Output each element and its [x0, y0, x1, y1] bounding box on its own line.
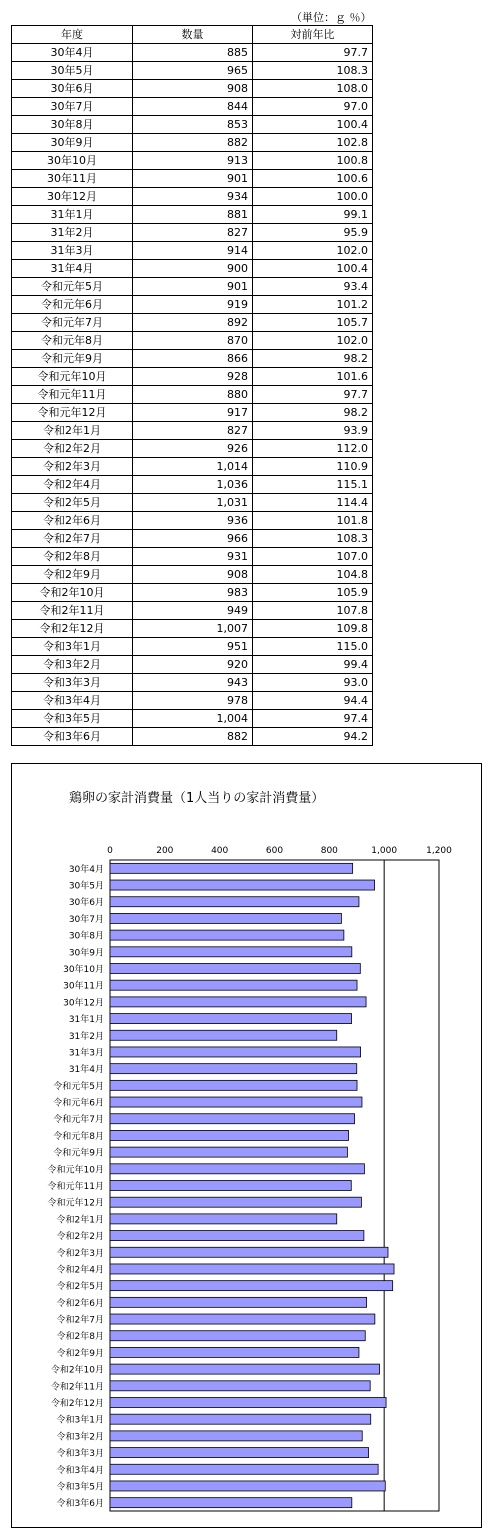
x-tick-label: 1,000 [371, 846, 398, 856]
cell-yoy: 105.7 [253, 314, 373, 332]
cell-quantity: 913 [133, 152, 253, 170]
cell-yoy: 108.3 [253, 62, 373, 80]
cell-yoy: 100.6 [253, 170, 373, 188]
cell-period: 令和2年7月 [12, 530, 133, 548]
bar [110, 1080, 357, 1090]
cell-yoy: 101.2 [253, 296, 373, 314]
cell-period: 令和元年12月 [12, 404, 133, 422]
cell-period: 令和2年5月 [12, 494, 133, 512]
cell-quantity: 914 [133, 242, 253, 260]
cell-yoy: 114.4 [253, 494, 373, 512]
y-tick-label: 令和2年8月 [56, 1332, 104, 1343]
cell-period: 31年3月 [12, 242, 133, 260]
cell-quantity: 870 [133, 332, 253, 350]
cell-quantity: 951 [133, 638, 253, 656]
cell-period: 令和2年3月 [12, 458, 133, 476]
cell-period: 令和元年5月 [12, 278, 133, 296]
bar [110, 1448, 369, 1458]
cell-quantity: 901 [133, 278, 253, 296]
bar [110, 947, 352, 957]
y-tick-label: 令和元年5月 [53, 1081, 104, 1092]
y-tick-label: 30年12月 [63, 998, 104, 1009]
y-tick-label: 30年11月 [63, 981, 104, 992]
cell-yoy: 105.9 [253, 584, 373, 602]
bar [110, 1047, 361, 1057]
bar [110, 1181, 351, 1191]
cell-period: 30年4月 [12, 44, 133, 62]
cell-period: 令和3年6月 [12, 728, 133, 746]
cell-period: 令和2年12月 [12, 620, 133, 638]
y-tick-label: 令和2年9月 [56, 1348, 104, 1359]
cell-quantity: 936 [133, 512, 253, 530]
cell-yoy: 95.9 [253, 224, 373, 242]
y-tick-label: 31年2月 [68, 1031, 104, 1042]
cell-yoy: 99.4 [253, 656, 373, 674]
cell-period: 令和3年4月 [12, 692, 133, 710]
bar [110, 1147, 347, 1157]
bar [110, 1114, 355, 1124]
y-tick-label: 令和2年3月 [56, 1248, 104, 1259]
cell-yoy: 100.8 [253, 152, 373, 170]
bar [110, 1498, 352, 1508]
cell-quantity: 908 [133, 566, 253, 584]
y-tick-label: 30年8月 [68, 931, 104, 942]
cell-yoy: 115.0 [253, 638, 373, 656]
cell-quantity: 882 [133, 728, 253, 746]
cell-period: 30年9月 [12, 134, 133, 152]
bar [110, 913, 341, 923]
cell-yoy: 102.8 [253, 134, 373, 152]
cell-period: 令和3年1月 [12, 638, 133, 656]
bar [110, 1381, 370, 1391]
y-tick-label: 令和2年5月 [56, 1282, 104, 1293]
cell-yoy: 100.0 [253, 188, 373, 206]
cell-period: 30年5月 [12, 62, 133, 80]
cell-period: 令和3年3月 [12, 674, 133, 692]
cell-quantity: 1,004 [133, 710, 253, 728]
cell-quantity: 966 [133, 530, 253, 548]
cell-period: 30年8月 [12, 116, 133, 134]
y-tick-label: 令和元年10月 [47, 1165, 104, 1176]
y-tick-label: 31年1月 [68, 1015, 104, 1026]
cell-period: 31年1月 [12, 206, 133, 224]
y-tick-label: 令和元年9月 [53, 1148, 104, 1159]
cell-yoy: 107.0 [253, 548, 373, 566]
bar [110, 897, 359, 907]
bar [110, 1214, 337, 1224]
cell-yoy: 101.6 [253, 368, 373, 386]
y-tick-label: 令和3年3月 [56, 1449, 104, 1460]
cell-quantity: 919 [133, 296, 253, 314]
bar [110, 1247, 388, 1257]
cell-yoy: 102.0 [253, 332, 373, 350]
x-tick-label: 400 [211, 846, 229, 856]
bar [110, 1431, 362, 1441]
y-tick-label: 令和元年6月 [53, 1098, 104, 1109]
y-tick-label: 令和2年10月 [50, 1365, 104, 1376]
cell-quantity: 983 [133, 584, 253, 602]
cell-quantity: 1,036 [133, 476, 253, 494]
cell-yoy: 94.2 [253, 728, 373, 746]
cell-yoy: 99.1 [253, 206, 373, 224]
x-tick-label: 600 [265, 846, 284, 856]
cell-quantity: 892 [133, 314, 253, 332]
y-tick-label: 30年6月 [68, 898, 104, 909]
x-tick-label: 1,200 [426, 846, 452, 856]
cell-yoy: 97.7 [253, 44, 373, 62]
cell-yoy: 94.4 [253, 692, 373, 710]
y-tick-label: 令和元年11月 [47, 1182, 104, 1192]
cell-period: 令和3年2月 [12, 656, 133, 674]
cell-yoy: 112.0 [253, 440, 373, 458]
bar [110, 997, 366, 1007]
cell-period: 令和元年7月 [12, 314, 133, 332]
cell-period: 31年4月 [12, 260, 133, 278]
bar [110, 1297, 367, 1307]
cell-period: 30年10月 [12, 152, 133, 170]
cell-period: 30年11月 [12, 170, 133, 188]
bar [110, 880, 375, 890]
cell-period: 令和3年5月 [12, 710, 133, 728]
cell-period: 31年2月 [12, 224, 133, 242]
cell-yoy: 93.0 [253, 674, 373, 692]
bar [110, 1097, 362, 1107]
cell-yoy: 100.4 [253, 260, 373, 278]
cell-quantity: 931 [133, 548, 253, 566]
y-tick-label: 令和2年7月 [56, 1315, 104, 1326]
bar [110, 930, 344, 940]
cell-yoy: 115.1 [253, 476, 373, 494]
cell-period: 令和元年6月 [12, 296, 133, 314]
cell-quantity: 882 [133, 134, 253, 152]
y-tick-label: 令和元年12月 [47, 1198, 104, 1209]
bar [110, 1231, 364, 1241]
bar [110, 1030, 337, 1040]
cell-quantity: 917 [133, 404, 253, 422]
y-tick-label: 令和元年7月 [53, 1115, 104, 1126]
y-tick-label: 令和3年6月 [56, 1499, 104, 1510]
y-tick-label: 30年5月 [68, 881, 104, 892]
cell-yoy: 98.2 [253, 350, 373, 368]
bar [110, 1197, 361, 1207]
cell-yoy: 104.8 [253, 566, 373, 584]
cell-quantity: 908 [133, 80, 253, 98]
cell-quantity: 853 [133, 116, 253, 134]
cell-period: 令和元年9月 [12, 350, 133, 368]
x-tick-label: 200 [156, 846, 174, 856]
cell-yoy: 93.4 [253, 278, 373, 296]
header-yoy: 対前年比 [253, 26, 373, 44]
bar [110, 1398, 386, 1408]
bar [110, 1064, 357, 1074]
cell-yoy: 109.8 [253, 620, 373, 638]
cell-yoy: 102.0 [253, 242, 373, 260]
cell-quantity: 1,014 [133, 458, 253, 476]
y-tick-label: 令和2年11月 [50, 1382, 104, 1393]
y-tick-label: 令和2年2月 [56, 1232, 104, 1243]
cell-period: 30年7月 [12, 98, 133, 116]
header-quantity: 数量 [133, 26, 253, 44]
cell-quantity: 1,007 [133, 620, 253, 638]
bar [110, 964, 360, 974]
y-tick-label: 31年4月 [68, 1065, 104, 1076]
cell-quantity: 844 [133, 98, 253, 116]
y-tick-label: 31年3月 [68, 1048, 104, 1059]
cell-quantity: 978 [133, 692, 253, 710]
x-tick-label: 0 [107, 846, 113, 856]
cell-yoy: 107.8 [253, 602, 373, 620]
y-tick-label: 令和2年12月 [50, 1399, 104, 1409]
y-tick-label: 令和3年1月 [56, 1415, 104, 1426]
y-tick-label: 30年9月 [68, 948, 104, 959]
cell-period: 30年12月 [12, 188, 133, 206]
bar [110, 1364, 380, 1374]
cell-quantity: 928 [133, 368, 253, 386]
cell-period: 令和2年1月 [12, 422, 133, 440]
bar [110, 1347, 359, 1357]
bar [110, 1414, 371, 1424]
y-tick-label: 令和2年4月 [56, 1265, 104, 1276]
bar [110, 1464, 378, 1474]
y-tick-label: 令和3年5月 [56, 1482, 104, 1493]
cell-period: 令和2年2月 [12, 440, 133, 458]
y-tick-label: 30年7月 [68, 914, 104, 925]
cell-quantity: 900 [133, 260, 253, 278]
x-tick-label: 800 [320, 846, 338, 856]
cell-period: 令和2年9月 [12, 566, 133, 584]
cell-period: 令和2年11月 [12, 602, 133, 620]
y-tick-label: 30年4月 [68, 864, 104, 875]
cell-period: 令和2年4月 [12, 476, 133, 494]
cell-yoy: 98.2 [253, 404, 373, 422]
cell-quantity: 827 [133, 224, 253, 242]
bar [110, 1014, 352, 1024]
cell-quantity: 1,031 [133, 494, 253, 512]
y-tick-label: 令和3年4月 [56, 1465, 104, 1476]
cell-yoy: 108.3 [253, 530, 373, 548]
cell-quantity: 881 [133, 206, 253, 224]
y-tick-label: 令和2年1月 [56, 1215, 104, 1226]
y-tick-label: 令和元年8月 [53, 1131, 104, 1142]
cell-quantity: 885 [133, 44, 253, 62]
y-tick-label: 令和2年6月 [56, 1298, 104, 1309]
cell-period: 令和2年8月 [12, 548, 133, 566]
cell-period: 令和元年11月 [12, 386, 133, 404]
cell-quantity: 965 [133, 62, 253, 80]
cell-yoy: 100.4 [253, 116, 373, 134]
bar [110, 1281, 393, 1291]
cell-quantity: 901 [133, 170, 253, 188]
bar [110, 1314, 375, 1324]
bar [110, 1481, 385, 1491]
bar [110, 1130, 349, 1140]
header-year: 年度 [12, 26, 133, 44]
cell-yoy: 108.0 [253, 80, 373, 98]
chart-title: 鶏卵の家計消費量（1人当りの家計消費量） [69, 791, 325, 806]
cell-quantity: 943 [133, 674, 253, 692]
cell-quantity: 949 [133, 602, 253, 620]
cell-quantity: 920 [133, 656, 253, 674]
cell-quantity: 926 [133, 440, 253, 458]
cell-period: 令和2年10月 [12, 584, 133, 602]
cell-yoy: 101.8 [253, 512, 373, 530]
cell-yoy: 110.9 [253, 458, 373, 476]
bar [110, 1264, 394, 1274]
unit-label: （単位：ｇ ％） [291, 11, 372, 24]
bar [110, 1164, 364, 1174]
bar [110, 863, 353, 873]
cell-period: 令和2年6月 [12, 512, 133, 530]
y-tick-label: 令和3年2月 [56, 1432, 104, 1443]
cell-yoy: 97.4 [253, 710, 373, 728]
cell-period: 令和元年8月 [12, 332, 133, 350]
bar [110, 980, 357, 990]
cell-quantity: 827 [133, 422, 253, 440]
y-tick-label: 30年10月 [63, 965, 104, 975]
cell-yoy: 97.0 [253, 98, 373, 116]
cell-quantity: 934 [133, 188, 253, 206]
bar [110, 1331, 365, 1341]
cell-quantity: 880 [133, 386, 253, 404]
cell-period: 30年6月 [12, 80, 133, 98]
cell-quantity: 866 [133, 350, 253, 368]
cell-yoy: 97.7 [253, 386, 373, 404]
cell-period: 令和元年10月 [12, 368, 133, 386]
cell-yoy: 93.9 [253, 422, 373, 440]
